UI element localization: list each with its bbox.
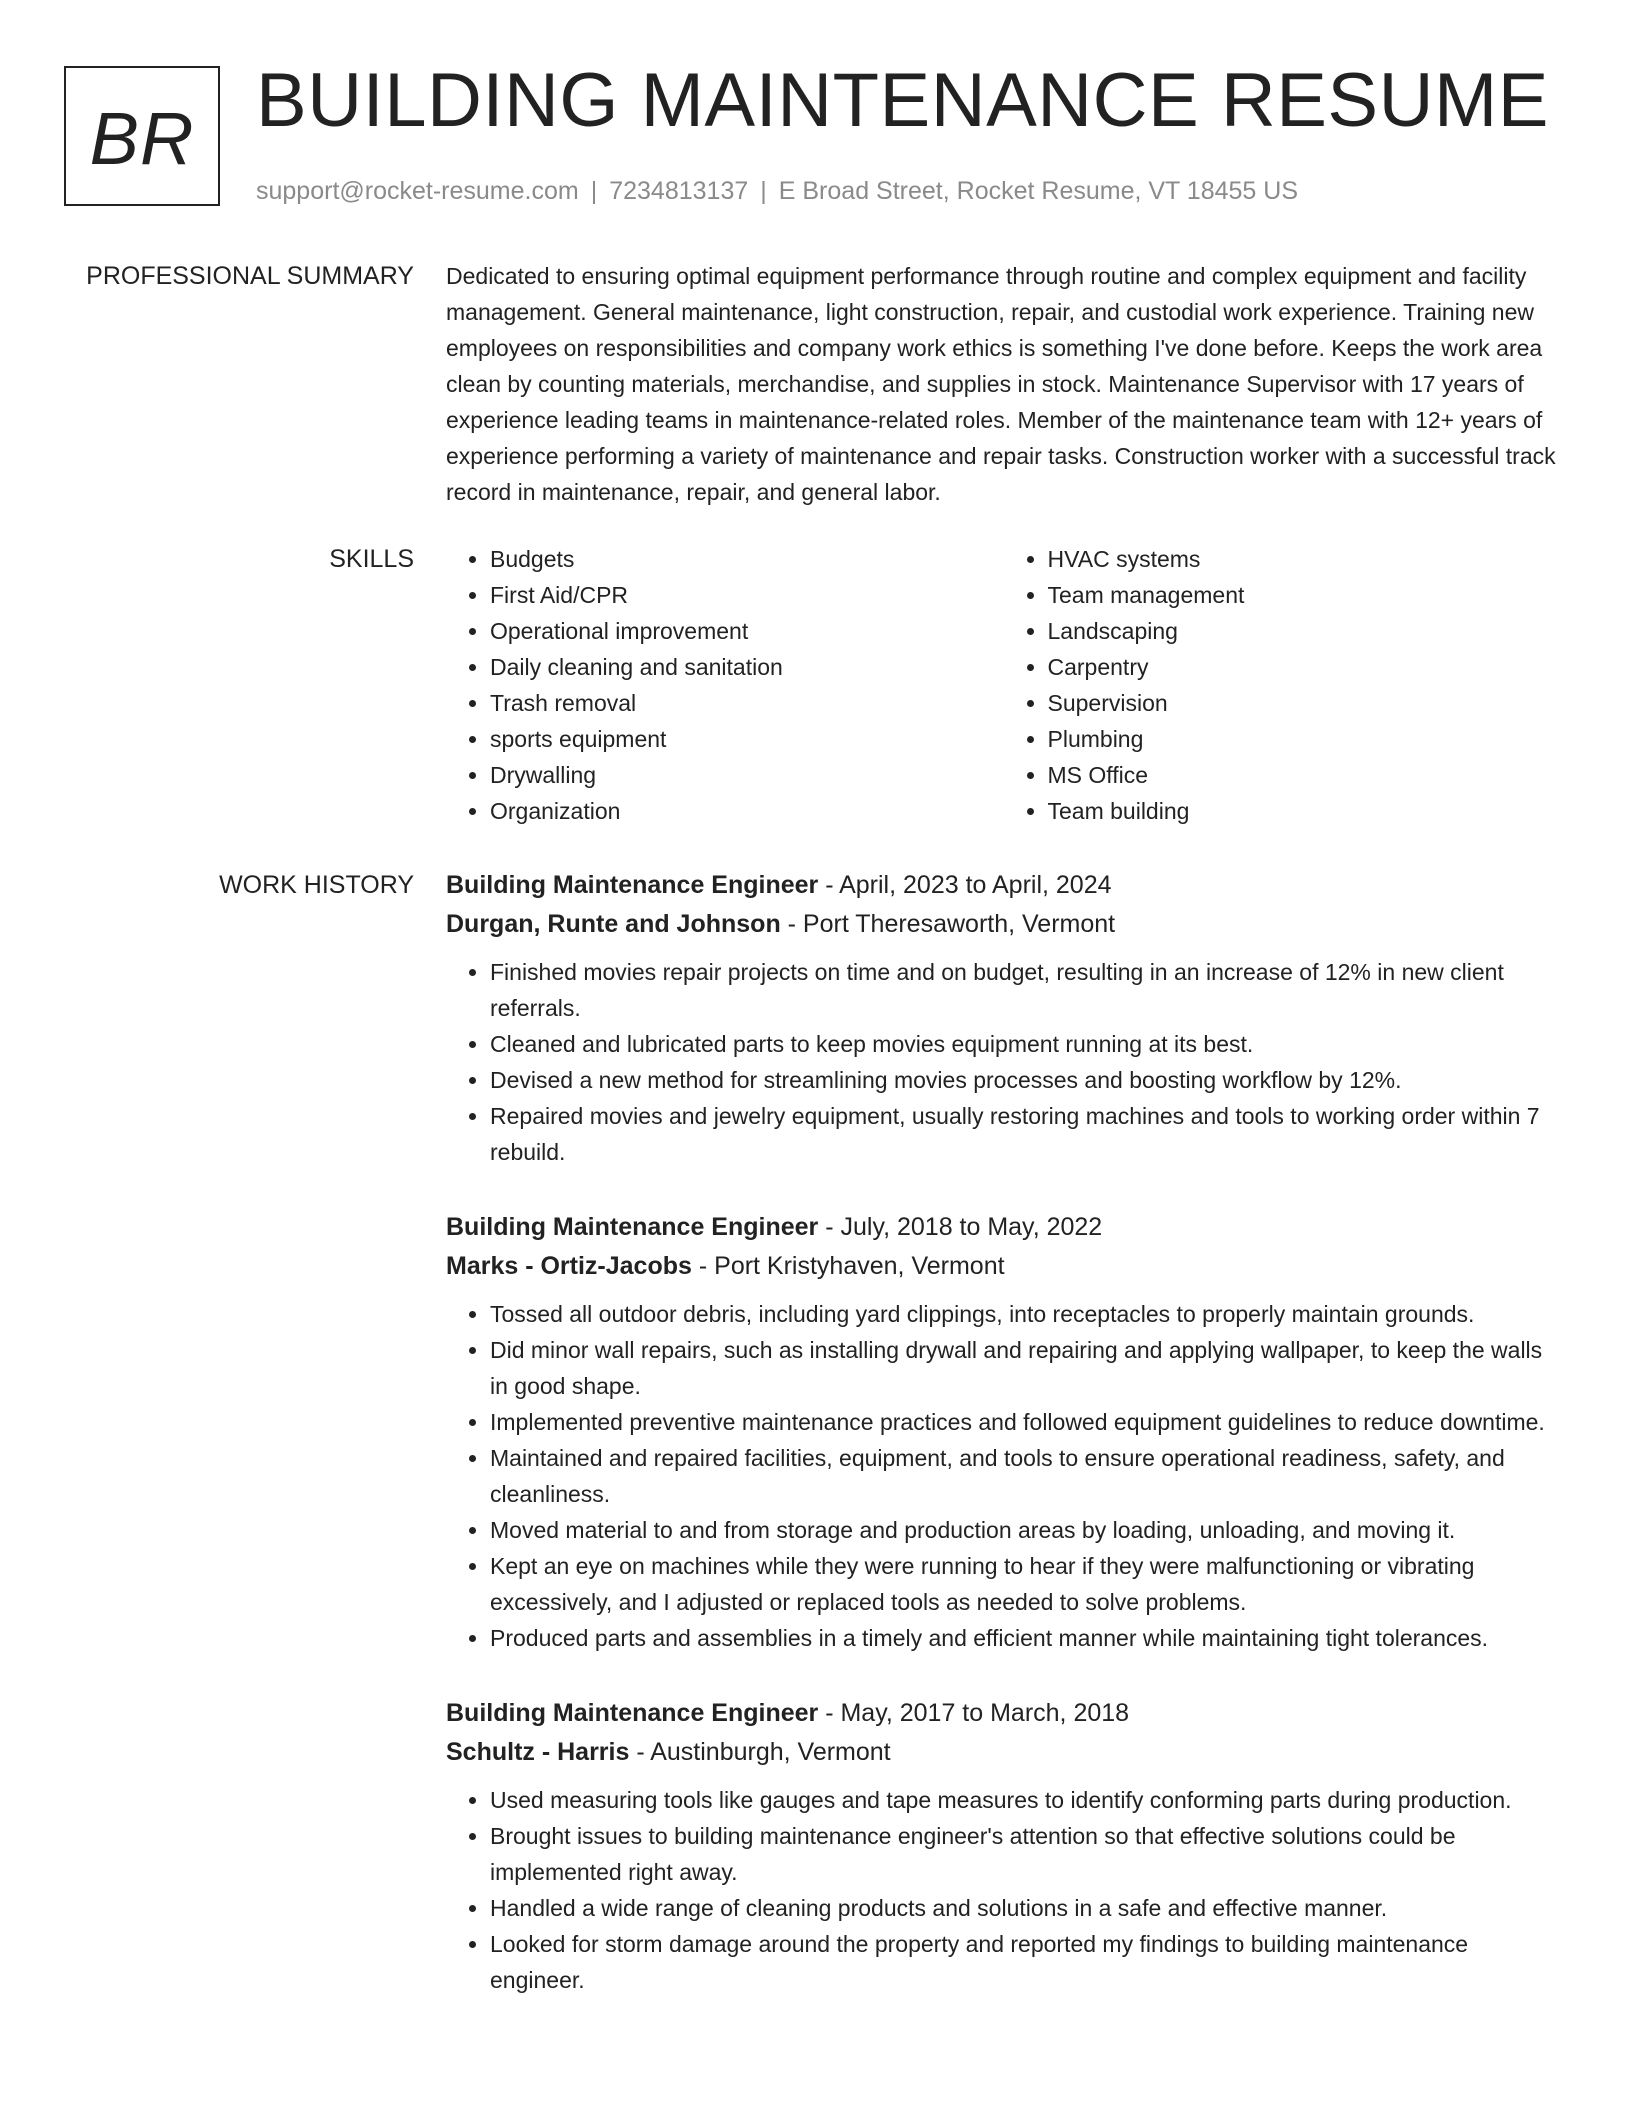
job-bullet-list xyxy=(446,954,1561,1170)
skill-item: • Plumbing xyxy=(1048,721,1562,757)
contact-separator: | xyxy=(760,177,767,205)
skills-list-right xyxy=(1004,541,1562,829)
skill-item: • Carpentry xyxy=(1048,649,1562,685)
skill-item: • Drywalling xyxy=(490,757,1004,793)
job-dates: - May, 2017 to March, 2018 xyxy=(818,1699,1130,1727)
job-bullet: • Cleaned and lubricated parts to keep movies equipment running at its best. xyxy=(490,1026,1561,1062)
job-bullet: • Implemented preventive maintenance practices and followed equipment guidelines to reduce downtime. xyxy=(490,1404,1561,1440)
contact-phone: 7234813137 xyxy=(609,177,749,205)
skill-item: • sports equipment xyxy=(490,721,1004,757)
job-title-line xyxy=(446,1208,1561,1247)
job-bullet: • Devised a new method for streamlining movies processes and boosting workflow by 12%. xyxy=(490,1062,1561,1098)
job-bullet-list xyxy=(446,1296,1561,1656)
job-bullet: • Brought issues to building maintenance engineer's attention so that effective solutions could be implemented right away. xyxy=(490,1818,1561,1890)
skill-item: • Organization xyxy=(490,793,1004,829)
skill-item: • First Aid/CPR xyxy=(490,577,1004,613)
skill-item: • Landscaping xyxy=(1048,613,1562,649)
job-bullet: • Finished movies repair projects on time and on budget, resulting in an increase of 12% in new client referrals. xyxy=(490,954,1561,1026)
skill-item: • HVAC systems xyxy=(1048,541,1562,577)
job-bullet: • Looked for storm damage around the property and reported my findings to building maintenance engineer. xyxy=(490,1926,1561,1998)
job-location: - Port Kristyhaven, Vermont xyxy=(691,1252,1005,1280)
summary-text: Dedicated to ensuring optimal equipment performance through routine and complex equipment and facility management. General maintenance, light construction, repair, and custodial work experience. Training new employees on responsibilities and company work ethics is something I've done before. Keeps the work area clean by counting materials, merchandise, and supplies in stock. Maintenance Supervisor with 17 years of experience leading teams in maintenance-related roles. Member of the maintenance team with 12+ years of experience performing a variety of maintenance and repair tasks. Construction worker with a successful track record in maintenance, repair, and general labor. xyxy=(446,263,1556,505)
skill-item: • Team management xyxy=(1048,577,1562,613)
work-history-body xyxy=(446,866,1561,1998)
skill-item: • Team building xyxy=(1048,793,1562,829)
contact-line xyxy=(256,174,1298,208)
job-company-line xyxy=(446,905,1561,944)
summary-section xyxy=(0,258,1632,508)
contact-separator: | xyxy=(590,177,598,205)
job-location: - Austinburgh, Vermont xyxy=(629,1738,891,1766)
skills-list-left xyxy=(446,541,1004,829)
job-dates: - April, 2023 to April, 2024 xyxy=(818,871,1112,899)
skills-heading: SKILLS xyxy=(329,545,414,573)
skills-section xyxy=(0,541,1632,841)
job-company: Schultz - Harris xyxy=(446,1738,630,1766)
job-dates: - July, 2018 to May, 2022 xyxy=(818,1213,1103,1241)
summary-heading: PROFESSIONAL SUMMARY xyxy=(86,262,414,290)
job-bullet: • Moved material to and from storage and production areas by loading, unloading, and moving it. xyxy=(490,1512,1561,1548)
job-entry xyxy=(446,866,1561,1170)
job-bullet: • Maintained and repaired facilities, equipment, and tools to ensure operational readiness, safety, and cleanliness. xyxy=(490,1440,1561,1512)
job-location: - Port Theresaworth, Vermont xyxy=(780,910,1116,938)
skill-item: • Operational improvement xyxy=(490,613,1004,649)
job-bullet: • Did minor wall repairs, such as installing drywall and repairing and applying wallpaper, to keep the walls in good shape. xyxy=(490,1332,1561,1404)
contact-address: E Broad Street, Rocket Resume, VT 18455 US xyxy=(778,177,1299,205)
skill-item: • Supervision xyxy=(1048,685,1562,721)
job-title-line xyxy=(446,866,1561,905)
job-company-line xyxy=(446,1247,1561,1286)
job-entry xyxy=(446,1694,1561,1998)
job-bullet: • Produced parts and assemblies in a timely and efficient manner while maintaining tight tolerances. xyxy=(490,1620,1561,1656)
job-company-line xyxy=(446,1733,1561,1772)
monogram-initials: BR xyxy=(89,96,195,180)
job-bullet: • Used measuring tools like gauges and tape measures to identify conforming parts during production. xyxy=(490,1782,1561,1818)
job-company: Durgan, Runte and Johnson xyxy=(446,910,781,938)
work-history-section xyxy=(0,866,1632,2112)
skill-item: • Budgets xyxy=(490,541,1004,577)
job-company: Marks - Ortiz-Jacobs xyxy=(446,1252,692,1280)
skill-item: • Daily cleaning and sanitation xyxy=(490,649,1004,685)
monogram-badge xyxy=(64,66,220,206)
resume-title: BUILDING MAINTENANCE RESUME xyxy=(256,58,1549,143)
job-entry xyxy=(446,1208,1561,1656)
skill-item: • Trash removal xyxy=(490,685,1004,721)
job-title-line xyxy=(446,1694,1561,1733)
skill-item: • MS Office xyxy=(1048,757,1562,793)
work-history-heading: WORK HISTORY xyxy=(219,871,414,899)
summary-body xyxy=(446,258,1561,510)
contact-email: support@rocket-resume.com xyxy=(256,177,579,205)
job-title: Building Maintenance Engineer xyxy=(446,871,819,899)
job-bullet: • Tossed all outdoor debris, including yard clippings, into receptacles to properly maintain grounds. xyxy=(490,1296,1561,1332)
job-bullet: • Handled a wide range of cleaning products and solutions in a safe and effective manner. xyxy=(490,1890,1561,1926)
skills-body xyxy=(446,541,1561,829)
job-bullet-list xyxy=(446,1782,1561,1998)
job-bullet: • Repaired movies and jewelry equipment, usually restoring machines and tools to working order within 7 rebuild. xyxy=(490,1098,1561,1170)
job-title: Building Maintenance Engineer xyxy=(446,1213,819,1241)
job-title: Building Maintenance Engineer xyxy=(446,1699,819,1727)
job-bullet: • Kept an eye on machines while they were running to hear if they were malfunctioning or vibrating excessively, and I adjusted or replaced tools as needed to solve problems. xyxy=(490,1548,1561,1620)
